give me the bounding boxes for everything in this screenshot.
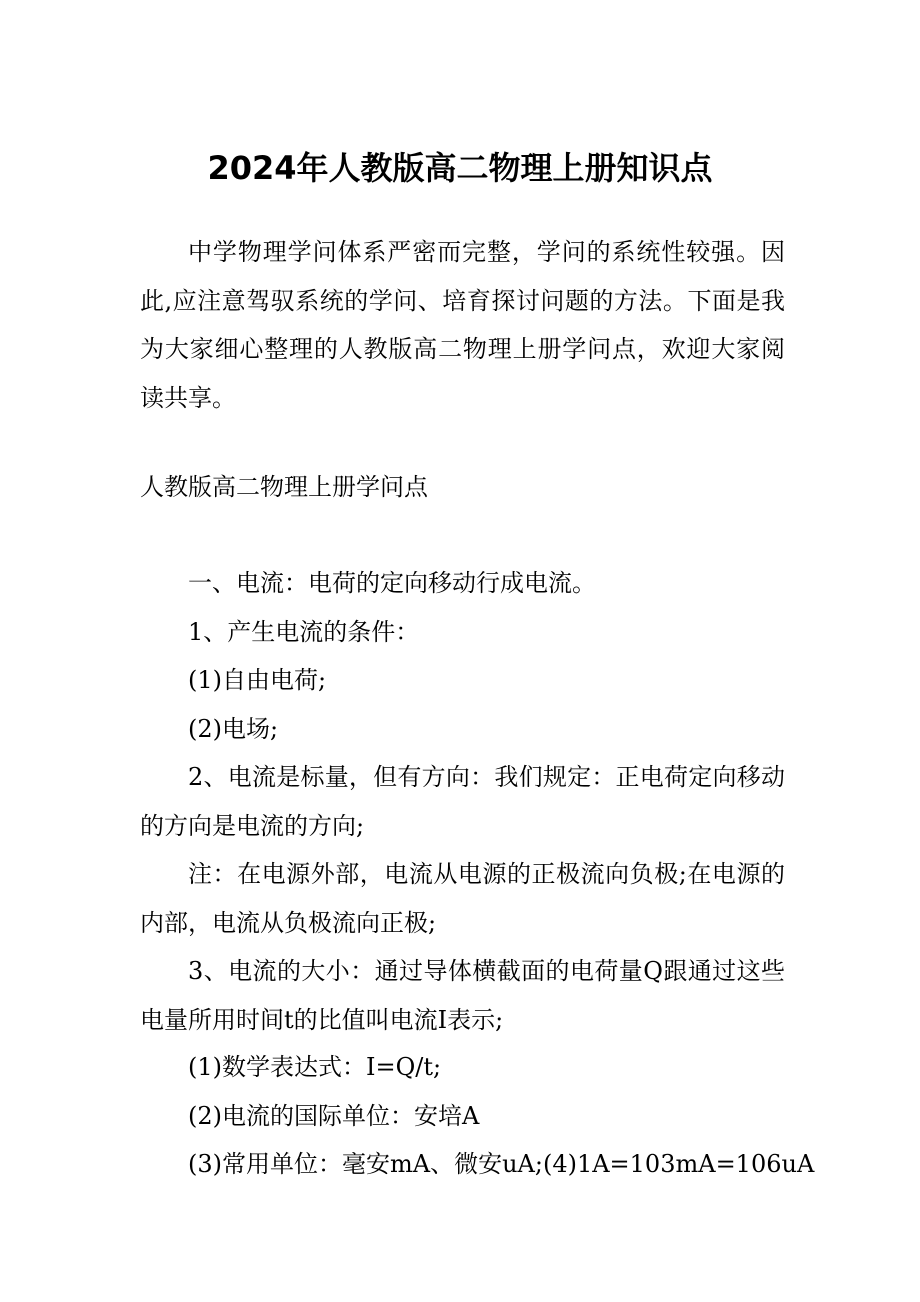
item-current-conditions: 1、产生电流的条件：: [188, 618, 420, 646]
item-electric-field: (2)电场;: [188, 715, 279, 743]
item-current-definition: 一、电流：电荷的定向移动行成电流。: [188, 569, 596, 597]
item-current-direction: 2、电流是标量，但有方向：我们规定：正电荷定向移动的方向是电流的方向;: [140, 763, 785, 840]
item-si-unit: (2)电流的国际单位：安培A: [188, 1102, 480, 1130]
intro-paragraph: 中学物理学问体系严密而完整，学问的系统性较强。因此,应注意驾驭系统的学问、培育探讨问题的方法。下面是我为大家细心整理的人教版高二物理上册学问点，欢迎大家阅读共享。: [140, 238, 785, 412]
item-free-charge: (1)自由电荷;: [188, 666, 327, 694]
item-common-units: (3)常用单位：毫安mA、微安uA;(4)1A=103mA=106uA: [188, 1150, 815, 1178]
page-title: 2024年人教版高二物理上册知识点: [207, 149, 713, 187]
section-heading: 人教版高二物理上册学问点: [140, 473, 428, 501]
item-current-magnitude: 3、电流的大小：通过导体横截面的电荷量Q跟通过这些电量所用时间t的比值叫电流I表示;: [140, 957, 785, 1034]
item-note: 注：在电源外部，电流从电源的正极流向负极;在电源的内部，电流从负极流向正极;: [140, 860, 785, 937]
item-formula: (1)数学表达式：I=Q/t;: [188, 1053, 442, 1081]
